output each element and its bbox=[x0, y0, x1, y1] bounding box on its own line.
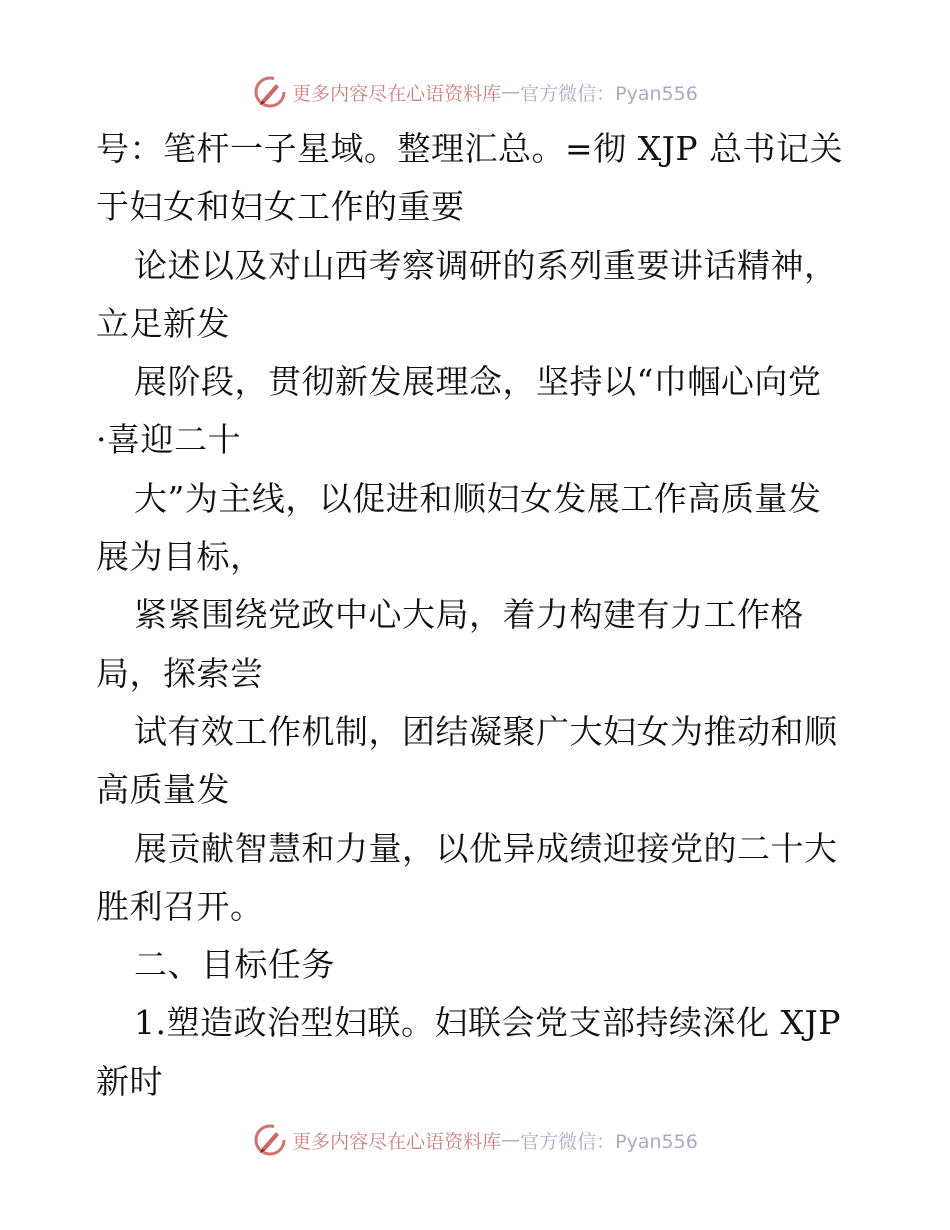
watermark-text: 更多内容尽在心语资料库 bbox=[292, 82, 502, 105]
text-line: 展贡献智慧和力量，以优异成绩迎接党的二十大 bbox=[134, 828, 838, 868]
text-line: 局，探索尝 bbox=[96, 653, 264, 693]
watermark-contact: 官方微信：Pyan556 bbox=[520, 82, 698, 105]
text-line: 高质量发 bbox=[96, 770, 230, 810]
text-line: 1.塑造政治型妇联。妇联会党支部持续深化 XJP bbox=[134, 1003, 841, 1043]
document-body bbox=[96, 120, 856, 1111]
text-line: 大”为主线，以促进和顺妇女发展工作高质量发 bbox=[134, 478, 822, 518]
pen-logo-icon bbox=[252, 1122, 288, 1158]
watermark-text: 更多内容尽在心语资料库 bbox=[292, 1130, 502, 1153]
text-line: 于妇女和妇女工作的重要 bbox=[96, 187, 465, 227]
text-line: 展阶段，贯彻新发展理念，坚持以“巾帼心向党 bbox=[134, 362, 822, 402]
text-line: 号：笔杆一子星域。整理汇总。=彻 XJP 总书记关 bbox=[96, 129, 844, 168]
footer-watermark bbox=[0, 1120, 950, 1160]
text-line: 立足新发 bbox=[96, 303, 230, 343]
text-line: 试有效工作机制，团结凝聚广大妇女为推动和顺 bbox=[134, 711, 838, 751]
text-line: ·喜迎二十 bbox=[96, 420, 241, 460]
text-line: 紧紧围绕党政中心大局，着力构建有力工作格 bbox=[134, 595, 804, 635]
text-line: 胜利召开。 bbox=[96, 886, 264, 926]
text-line: 论述以及对山西考察调研的系列重要讲话精神， bbox=[134, 245, 838, 285]
watermark-contact: 官方微信：Pyan556 bbox=[520, 1130, 698, 1153]
header-watermark bbox=[0, 72, 950, 112]
text-line: 新时 bbox=[96, 1061, 163, 1101]
watermark-separator: — bbox=[501, 1129, 521, 1151]
section-heading: 二、目标任务 bbox=[134, 945, 335, 985]
text-line: 展为目标， bbox=[96, 537, 264, 577]
pen-logo-icon bbox=[252, 74, 288, 110]
watermark-separator: — bbox=[501, 81, 521, 103]
